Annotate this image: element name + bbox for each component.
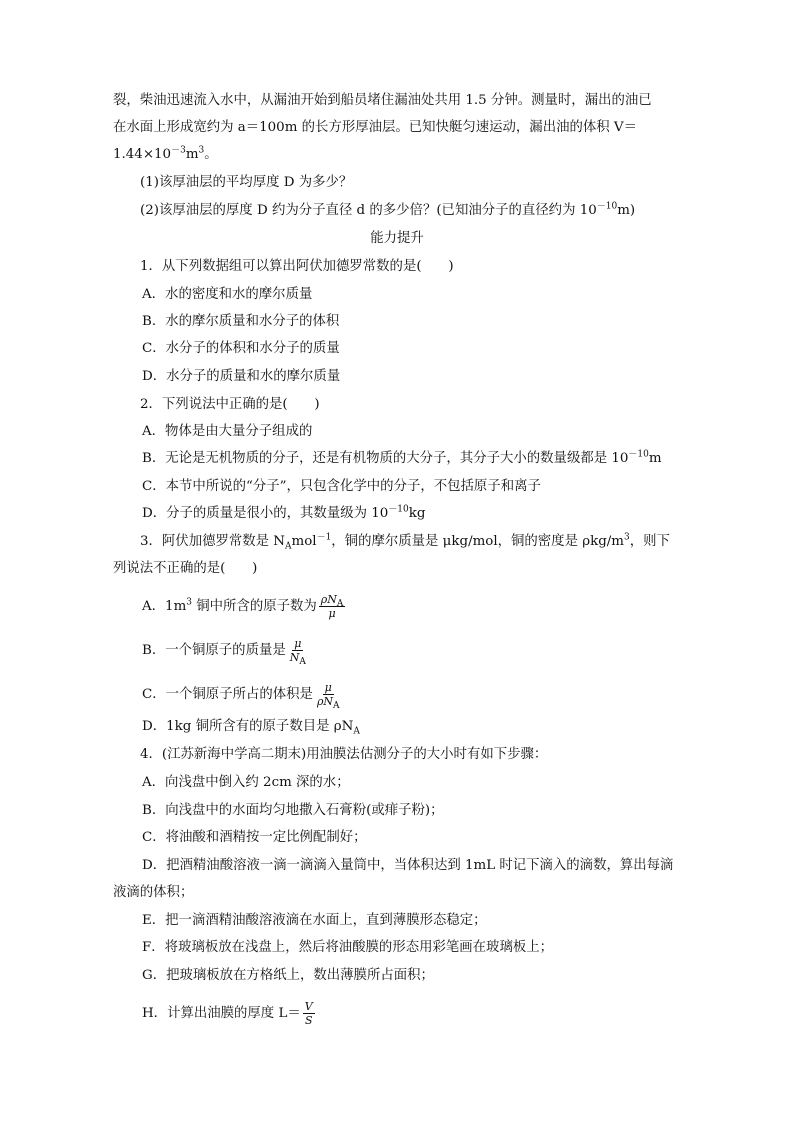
fraction: $\frac{\mu}{N_A}$ <box>289 637 306 668</box>
intro-line-3: $1.44\times 10^{-3}m^3$。 <box>113 145 218 162</box>
question-4-step-h: H．计算出油膜的厚度 L＝ $\frac{V}{S}$ <box>142 1000 313 1027</box>
question-4-step-f: F．将玻璃板放在浅盘上，然后将油酸膜的形态用彩笔画在玻璃板上； <box>142 940 554 955</box>
question-3-stem-line-1: 3．阿伏加德罗常数是 $N_Amol^{-1}$，铜的摩尔质量是 μkg/mol，铜的密度是 ρkg/$m^3$，则下 <box>140 532 670 552</box>
question-2-stem: 2．下列说法中正确的是( ) <box>140 397 320 412</box>
question-4-step-b: B．向浅盘中的水面均匀地撒入石膏粉(或痱子粉)； <box>142 803 444 818</box>
question-1-option-a: A．水的密度和水的摩尔质量 <box>142 287 313 302</box>
question-1-stem: 1．从下列数据组可以算出阿伏加德罗常数的是( ) <box>140 259 454 274</box>
section-title: 能力提升 <box>370 231 424 246</box>
question-4-step-a: A．向浅盘中倒入约 2cm 深的水； <box>142 775 350 790</box>
question-2-option-b: B．无论是无机物质的分子，还是有机物质的大分子，其分子大小的数量级都是 $10^{-10}m$ <box>142 449 662 466</box>
question-1-option-d: D．水分子的质量和水的摩尔质量 <box>142 369 341 384</box>
fraction: $\frac{V}{S}$ <box>304 1000 313 1027</box>
intro-line-2: 在水面上形成宽约为 a＝100m 的长方形厚油层。已知快艇匀速运动，漏出油的体积 V＝ <box>113 120 637 135</box>
question-1-option-c: C．水分子的体积和水分子的质量 <box>142 341 340 356</box>
question-3-option-a: A．$1m^3$ 铜中所含的原子数为 $\frac{\rho N_A}{\mu}$ <box>142 593 344 620</box>
question-4-step-d: D．把酒精油酸溶液一滴一滴滴入量筒中，当体积达到 1mL 时记下滴入的滴数，算出每滴 <box>142 858 674 873</box>
question-1-option-b: B．水的摩尔质量和水分子的体积 <box>142 314 340 329</box>
intro-question-2: (2)该厚油层的厚度 D 约为分子直径 d 的多少倍？(已知油分子的直径约为 $10^{-10}m$) <box>140 201 636 218</box>
fraction: $\frac{\mu}{\rho N_A}$ <box>316 681 340 712</box>
question-2-option-d: D．分子的质量是很小的，其数量级为 $10^{-10}kg$ <box>142 504 426 521</box>
question-2-option-c: C．本节中所说的“分子”，只包含化学中的分子，不包括原子和离子 <box>142 479 541 494</box>
question-3-option-c: C．一个铜原子所占的体积是 $\frac{\mu}{\rho N_A}$ <box>142 681 340 712</box>
question-4-stem: 4．(江苏新海中学高二期末)用油膜法估测分子的大小时有如下步骤： <box>140 747 548 762</box>
question-4-step-c: C．将油酸和酒精按一定比例配制好； <box>142 830 367 845</box>
question-2-option-a: A．物体是由大量分子组成的 <box>142 424 313 439</box>
fraction: $\frac{\rho N_A}{\mu}$ <box>320 593 344 620</box>
question-4-step-e: E．把一滴酒精油酸溶液滴在水面上，直到薄膜形态稳定； <box>142 913 487 928</box>
question-3-option-b: B．一个铜原子的质量是 $\frac{\mu}{N_A}$ <box>142 637 306 668</box>
intro-line-1: 裂，柴油迅速流入水中，从漏油开始到船员堵住漏油处共用 1.5 分钟。测量时，漏出的油已 <box>113 93 652 108</box>
question-3-stem-line-2: 列说法不正确的是( ) <box>113 561 258 576</box>
intro-question-1: (1)该厚油层的平均厚度 D 为多少？ <box>140 175 353 190</box>
question-4-step-d-cont: 液滴的体积； <box>113 885 194 900</box>
question-3-option-d: D．1kg 铜所含有的原子数目是 $\rho N_A$ <box>142 719 360 737</box>
question-4-step-g: G．把玻璃板放在方格纸上，数出薄膜所占面积； <box>142 968 434 983</box>
